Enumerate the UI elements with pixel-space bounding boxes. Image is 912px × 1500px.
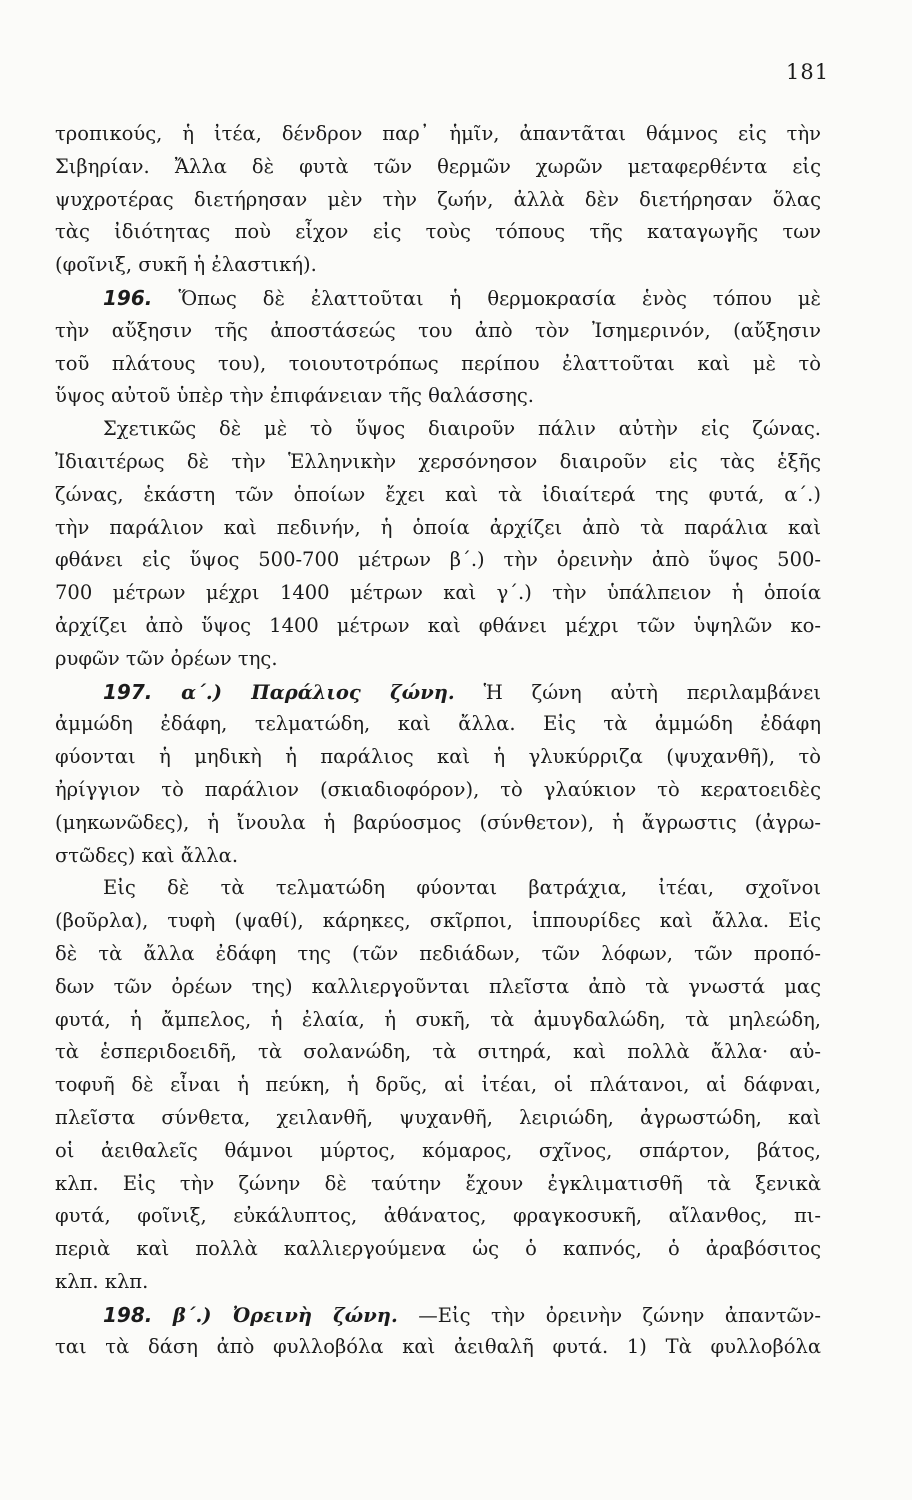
- text-line: [55, 216, 821, 249]
- line-text: Σχετικῶς δὲ μὲ τὸ ὕψος διαιροῦν πάλιν αὐτὴν εἰς ζώνας.: [103, 417, 821, 441]
- line-text: περιὰ καὶ πολλὰ καλλιεργούμενα ὡς ὁ καπνός, ὁ ἀραβόσιτος: [55, 1237, 821, 1261]
- line-text: Ὅπως δὲ ἐλαττοῦται ἡ θερμοκρασία ἑνὸς τόπου μὲ: [178, 286, 821, 310]
- text-line: [55, 1299, 821, 1332]
- text-line: [55, 118, 821, 151]
- page-number: 181: [786, 60, 830, 84]
- line-text: (φοῖνιξ, συκῆ ἡ ἐλαστική).: [55, 253, 317, 277]
- line-text: κλπ. κλπ.: [55, 1269, 149, 1293]
- line-text: φυτά, φοῖνιξ, εὐκάλυπτος, ἀθάνατος, φραγκοσυκῆ, αἴλανθος, πι-: [55, 1204, 821, 1228]
- text-line: [55, 774, 821, 807]
- text-line: [55, 1036, 821, 1069]
- text-line: [55, 348, 821, 381]
- line-text: Σιβηρίαν. Ἄλλα δὲ φυτὰ τῶν θερμῶν χωρῶν μεταφερθέντα εἰς: [55, 154, 821, 178]
- text-line: [55, 938, 821, 971]
- line-text: Εἰς δὲ τὰ τελματώδη φύονται βατράχια, ἰτέαι, σχοῖνοι: [103, 876, 821, 900]
- line-text: ψυχροτέρας διετήρησαν μὲν τὴν ζωήν, ἀλλὰ δὲν διετήρησαν ὅλας: [55, 187, 821, 211]
- text-line: [55, 446, 821, 479]
- text-line: [55, 741, 821, 774]
- line-text: (μηκωνῶδες), ἡ ἴνουλα ἡ βαρύοσμος (σύνθετον), ἡ ἄγρωστις (ἀγρω-: [55, 810, 821, 834]
- section-heading: α΄.) Παράλιος ζώνη.: [181, 680, 455, 704]
- line-text: δων τῶν ὀρέων της) καλλιεργοῦνται πλεῖστα ἀπὸ τὰ γνωστά μας: [55, 974, 821, 998]
- line-text: στῶδες) καὶ ἄλλα.: [55, 843, 239, 867]
- text-line: [55, 1233, 821, 1266]
- text-line: [55, 282, 821, 315]
- text-line: [55, 1200, 821, 1233]
- text-line: [55, 1266, 821, 1299]
- line-text: φθάνει εἰς ὕψος 500-700 μέτρων β΄.) τὴν ὀρεινὴν ἀπὸ ὕψος 500-: [55, 548, 821, 572]
- line-text: ἀμμώδη ἐδάφη, τελματώδη, καὶ ἄλλα. Εἰς τὰ ἀμμώδη ἐδάφη: [55, 712, 821, 736]
- text-line: [55, 184, 821, 217]
- text-line: [55, 1004, 821, 1037]
- line-text: οἱ ἀειθαλεῖς θάμνοι μύρτος, κόμαρος, σχῖνος, σπάρτον, βάτος,: [55, 1138, 821, 1162]
- line-text: κλπ. Εἰς τὴν ζώνην δὲ ταύτην ἔχουν ἐγκλιματισθῆ τὰ ξενικὰ: [55, 1171, 821, 1195]
- text-line: [55, 840, 821, 873]
- text-line: [55, 905, 821, 938]
- text-line: [55, 380, 821, 413]
- line-text: δὲ τὰ ἄλλα ἐδάφη της (τῶν πεδιάδων, τῶν λόφων, τῶν προπό-: [55, 941, 821, 965]
- line-text: ἠρίγγιον τὸ παράλιον (σκιαδιοφόρον), τὸ γλαύκιον τὸ κερατοειδὲς: [55, 777, 821, 801]
- line-text: ρυφῶν τῶν ὀρέων της.: [55, 646, 278, 670]
- text-line: [55, 577, 821, 610]
- line-text: τοφυῆ δὲ εἶναι ἡ πεύκη, ἡ δρῦς, αἱ ἰτέαι, οἱ πλάτανοι, αἱ δάφναι,: [55, 1073, 821, 1097]
- line-text: ται τὰ δάση ἀπὸ φυλλοβόλα καὶ ἀειθαλῆ φυτά. 1) Τὰ φυλλοβόλα: [55, 1335, 821, 1359]
- line-text: φύονται ἡ μηδικὴ ἡ παράλιος καὶ ἡ γλυκύρριζα (ψυχανθῆ), τὸ: [55, 745, 821, 769]
- text-line: [55, 1135, 821, 1168]
- line-text: ἀρχίζει ἀπὸ ὕψος 1400 μέτρων καὶ φθάνει μέχρι τῶν ὑψηλῶν κο-: [55, 613, 821, 637]
- text-line: [55, 872, 821, 905]
- text-line: [55, 544, 821, 577]
- line-text: τὰς ἰδιότητας ποὺ εἶχον εἰς τοὺς τόπους τῆς καταγωγῆς των: [55, 220, 821, 244]
- text-line: [55, 151, 821, 184]
- line-text: τοῦ πλάτους του), τοιουτοτρόπως περίπου ἐλαττοῦται καὶ μὲ τὸ: [55, 351, 821, 375]
- text-line: [55, 1102, 821, 1135]
- line-text: 700 μέτρων μέχρι 1400 μέτρων καὶ γ΄.) τὴν ὑπάλπειον ἡ ὁποία: [55, 581, 821, 605]
- section-number: 198.: [103, 1302, 153, 1327]
- text-line: [55, 708, 821, 741]
- line-text: φυτά, ἡ ἄμπελος, ἡ ἐλαία, ἡ συκῆ, τὰ ἀμυγδαλώδη, τὰ μηλεώδη,: [55, 1007, 821, 1031]
- line-text: ὕψος αὐτοῦ ὑπὲρ τὴν ἐπιφάνειαν τῆς θαλάσσης.: [55, 384, 534, 408]
- body-text: [55, 118, 821, 1364]
- text-line: [55, 249, 821, 282]
- text-line: [55, 1168, 821, 1201]
- text-line: [55, 315, 821, 348]
- text-line: [55, 971, 821, 1004]
- text-line: [55, 807, 821, 840]
- text-line: [55, 1331, 821, 1364]
- line-text: Ἰδιαιτέρως δὲ τὴν Ἑλληνικὴν χερσόνησον διαιροῦν εἰς τὰς ἑξῆς: [55, 449, 821, 473]
- line-text: —Εἰς τὴν ὀρεινὴν ζώνην ἀπαντῶν-: [418, 1303, 821, 1327]
- line-text: τὴν αὔξησιν τῆς ἀποστάσεώς του ἀπὸ τὸν Ἰσημερινόν, (αὔξησιν: [55, 318, 821, 342]
- text-line: [55, 479, 821, 512]
- text-line: [55, 643, 821, 676]
- line-text: (βοῦρλα), τυφὴ (ψαθί), κάρηκες, σκῖρποι, ἱππουρίδες καὶ ἄλλα. Εἰς: [55, 909, 821, 933]
- section-number: 196.: [103, 285, 153, 310]
- line-text: τὰ ἑσπεριδοειδῆ, τὰ σολανώδη, τὰ σιτηρά, καὶ πολλὰ ἄλλα· αὐ-: [55, 1040, 821, 1064]
- text-line: [55, 512, 821, 545]
- line-text: τροπικούς, ἡ ἰτέα, δένδρον παρ᾿ ἡμῖν, ἀπαντᾶται θάμνος εἰς τὴν: [55, 122, 821, 145]
- line-text: Ἡ ζώνη αὐτὴ περιλαμβάνει: [483, 680, 821, 704]
- text-line: [55, 413, 821, 446]
- section-heading: β΄.) Ὀρεινὴ ζώνη.: [172, 1303, 398, 1327]
- text-line: [55, 1069, 821, 1102]
- line-text: ζώνας, ἑκάστη τῶν ὁποίων ἔχει καὶ τὰ ἰδιαίτερά της φυτά, α΄.): [55, 482, 821, 506]
- line-text: πλεῖστα σύνθετα, χειλανθῆ, ψυχανθῆ, λειριώδη, ἀγρωστώδη, καὶ: [55, 1105, 821, 1129]
- text-line: [55, 610, 821, 643]
- line-text: τὴν παράλιον καὶ πεδινήν, ἡ ὁποία ἀρχίζει ἀπὸ τὰ παράλια καὶ: [55, 515, 821, 539]
- text-line: [55, 676, 821, 709]
- section-number: 197.: [103, 679, 153, 704]
